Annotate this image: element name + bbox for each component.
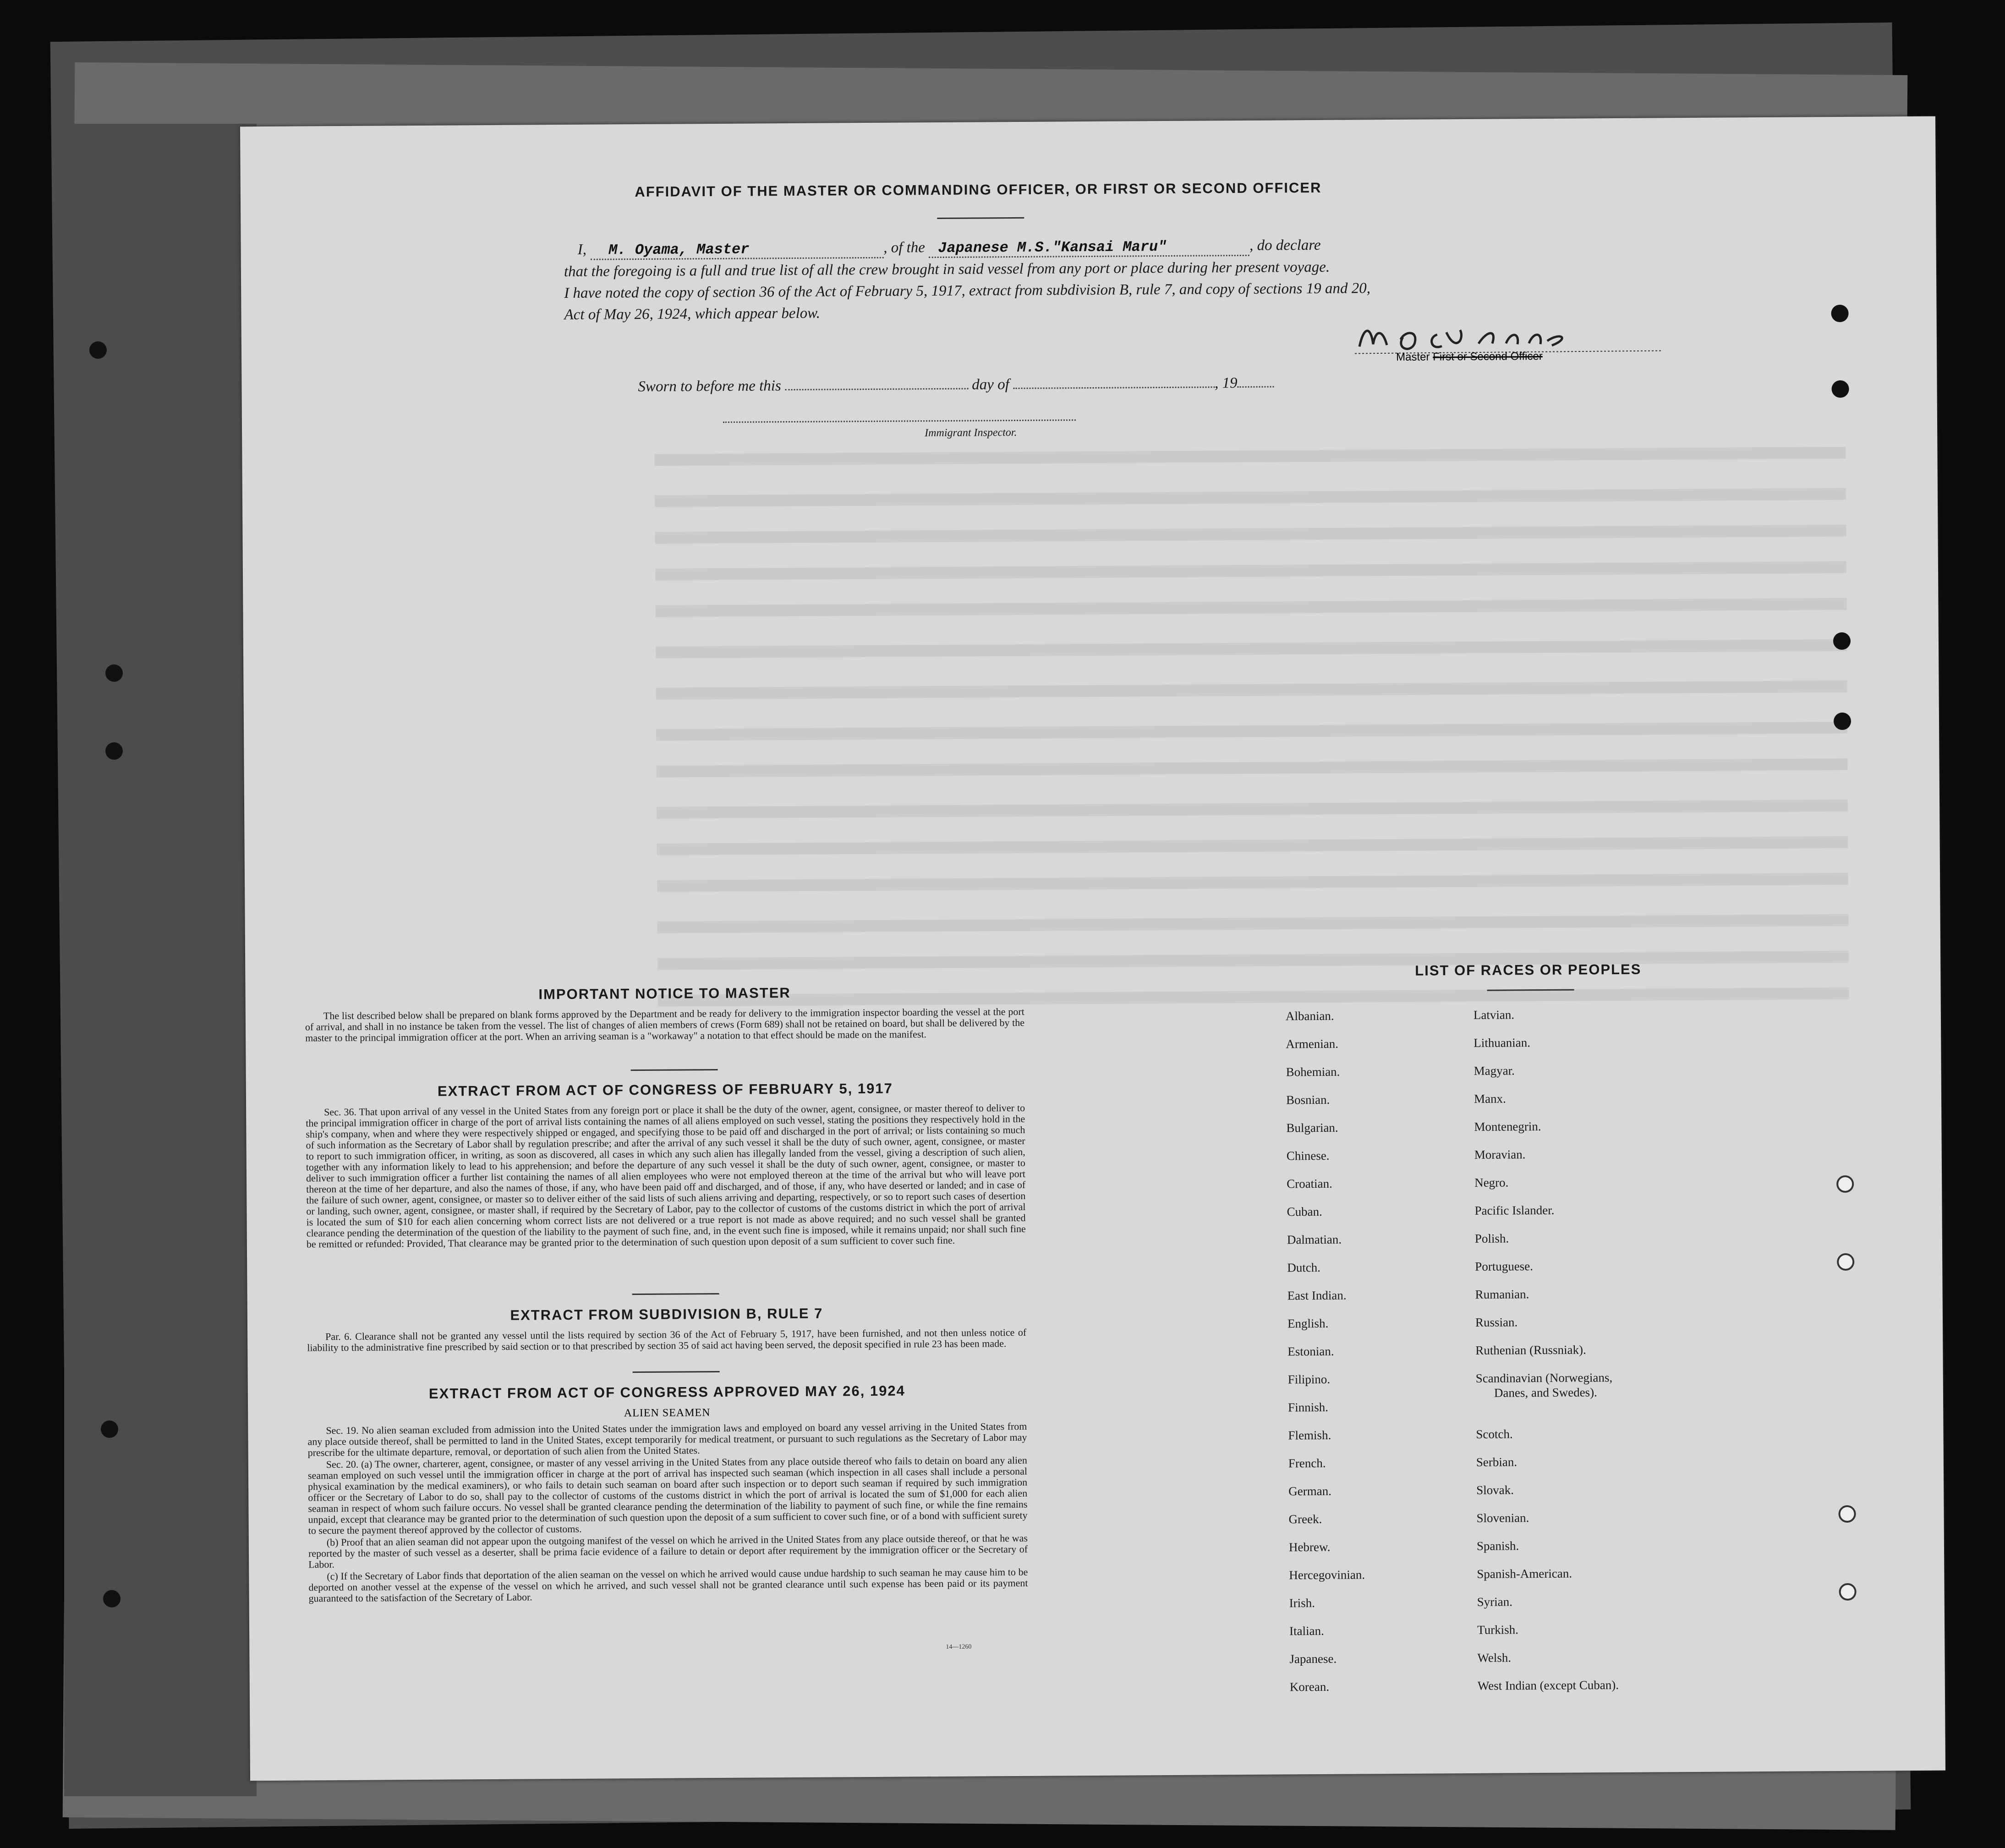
binder-hole xyxy=(103,1590,121,1607)
race-item: Scotch. xyxy=(1476,1427,1513,1441)
binder-hole xyxy=(1839,1583,1856,1601)
race-item: Moravian. xyxy=(1474,1147,1526,1162)
race-item: Portuguese. xyxy=(1475,1259,1534,1273)
race-item: French. xyxy=(1288,1456,1326,1470)
race-item: Flemish. xyxy=(1288,1428,1331,1442)
race-item: Armenian. xyxy=(1286,1036,1339,1051)
race-item: Latvian. xyxy=(1473,1008,1515,1022)
race-item: Slovenian. xyxy=(1476,1511,1529,1525)
race-item: Slovak. xyxy=(1476,1483,1514,1497)
affidavit-line2: that the foregoing is a full and true list of all the crew brought in said vessel from any port or place during her present voyage. xyxy=(564,258,1330,280)
race-item: Bohemian. xyxy=(1286,1064,1340,1079)
affidavit-line4: Act of May 26, 1924, which appear below. xyxy=(564,305,821,324)
sworn-line: Sworn to before me this day of , 19 xyxy=(638,373,1600,395)
extract-1917-title: EXTRACT FROM ACT OF CONGRESS OF FEBRUARY 5, 1917 xyxy=(437,1080,893,1099)
race-item: Bosnian. xyxy=(1286,1092,1330,1107)
race-item: Serbian. xyxy=(1476,1455,1517,1469)
race-item: Danes, and Swedes). xyxy=(1494,1385,1597,1400)
race-item: Negro. xyxy=(1474,1175,1509,1190)
races-title: LIST OF RACES OR PEOPLES xyxy=(1415,961,1642,979)
race-item: Finnish. xyxy=(1288,1400,1328,1415)
race-item: Welsh. xyxy=(1477,1651,1512,1665)
race-item: Hercegovinian. xyxy=(1289,1568,1365,1582)
binder-hole xyxy=(1831,305,1848,322)
race-item: Manx. xyxy=(1474,1091,1506,1106)
binder-hole xyxy=(1838,1505,1856,1523)
race-item: Turkish. xyxy=(1477,1623,1518,1637)
binder-hole xyxy=(105,664,123,682)
master-name: M. Oyama, Master xyxy=(608,241,750,259)
affidavit-line3: I have noted the copy of section 36 of the Act of February 5, 1917, extract from subdivision B, rule 7, and copy of sections 19 and 20, xyxy=(564,280,1371,302)
struck-title: First or Second Officer xyxy=(1433,350,1543,363)
notice-title: IMPORTANT NOTICE TO MASTER xyxy=(538,985,791,1003)
binder-hole xyxy=(89,341,107,359)
notice-text: The list described below shall be prepared on blank forms approved by the Department and be ready for delivery to the immigration inspector boarding the vessel at the port of arrival, and shall in no instance be taken from the vessel. The list of changes of alien members of crews (Form 689) shall not be retained on board, but shall be delivered by the master to the principal immigration officer at the port. When an arriving seaman is a "workaway" a notation to that effect should be made on the manifest. xyxy=(305,1005,1025,1044)
race-item: Dalmatian. xyxy=(1287,1232,1342,1247)
vessel-name: Japanese M.S."Kansai Maru" xyxy=(938,238,1167,257)
binder-hole xyxy=(1831,380,1849,398)
binder-hole xyxy=(1833,632,1851,650)
race-item: Syrian. xyxy=(1477,1595,1513,1609)
race-item: Polish. xyxy=(1474,1231,1509,1245)
race-item: Spanish-American. xyxy=(1477,1566,1572,1581)
binder-hole xyxy=(1834,713,1851,730)
race-item: Hebrew. xyxy=(1288,1540,1331,1554)
race-item: Lithuanian. xyxy=(1474,1036,1531,1050)
race-item: Japanese. xyxy=(1289,1651,1337,1666)
affidavit-line1: I, M. Oyama, Master , of the Japanese M.S."Kansai Maru" , do declare xyxy=(578,234,1787,260)
signature-caption: Master First or Second Officer xyxy=(1396,350,1543,363)
race-item: Greek. xyxy=(1288,1512,1322,1526)
binder-hole xyxy=(1837,1253,1854,1271)
binder-hole xyxy=(105,742,123,760)
extract-1924-text: Sec. 19. No alien seaman excluded from admission into the United States under the immigration laws and employed on board any vessel arriving in the United States from any place outside thereof, shall be permitted to land in the United States, except temporarily for medical treatment, or pursuant to such regulations as the Secretary of Labor may prescribe for the ultimate departure, removal, or deportation of such alien from the United States. Sec. 20. (a) The owner, charterer, agent, consignee, or master of any vessel arriving in the United States from any place outside thereof who fails to detain on board any alien seaman employed on such vessel until the immigration officer in charge at the port of arrival has inspected such seaman (which inspection in all cases shall include a personal physical examination by the medical examiners), or who fails to detain such seaman on board after such inspection or to deport such seaman if required by such immigration officer or the Secretary of Labor to do so, shall pay to the collector of customs of the customs district in which the port of arrival is located the sum of $1,000 for each alien seaman in respect of whom such failure occurs. No vessel shall be granted clearance pending the determination of the liability to payment of such fine, or while the fine remains unpaid, except that clearance may be granted prior to the determination of such question upon the deposit of a sum sufficient to cover such fine, or of a bond with sufficient surety to secure the payment thereof approved by the collector of customs. (b) Proof that an alien seaman did not appear upon the outgoing manifest of the vessel on which he arrived in the United States from any place outside thereof, or that he was reported by the master of such vessel as a deserter, shall be prima facie evidence of a failure to detain or deport after requirement by the immigration officer or the Secretary of Labor. (c) If the Secretary of Labor finds that deportation of the alien seaman on the vessel on which he arrived would cause undue hardship to such seaman he may cause him to be deported on another vessel at the expense of the vessel on which he arrived, and such vessel shall not be granted clearance until such expense has been paid or its payment guaranteed to the satisfaction of the Secretary of Labor. xyxy=(307,1420,1028,1604)
race-item: Spanish. xyxy=(1476,1539,1519,1553)
inspector-caption: Immigrant Inspector. xyxy=(925,426,1017,439)
binder-hole xyxy=(101,1420,118,1438)
race-item: Scandinavian (Norwegians, xyxy=(1475,1371,1613,1385)
race-item: Russian. xyxy=(1475,1315,1518,1329)
race-item: Ruthenian (Russniak). xyxy=(1475,1343,1586,1357)
extract-1924-subtitle: ALIEN SEAMEN xyxy=(624,1407,711,1420)
races-left-column xyxy=(1286,1008,1473,1696)
race-item: Filipino. xyxy=(1287,1372,1331,1387)
race-item: Albanian. xyxy=(1285,1009,1334,1023)
race-item: East Indian. xyxy=(1287,1288,1347,1303)
subdivision-b-text: Par. 6. Clearance shall not be granted any vessel until the lists required by section 36 of the Act of February 5, 1917, have been furnished, and not then unless notice of liability to the administrative fine prescribed by said section or to that prescribed by section 35 of said act having been served, the deposit specified in rule 23 has been made. xyxy=(307,1326,1027,1354)
race-item: Croatian. xyxy=(1287,1176,1332,1191)
race-item: Korean. xyxy=(1289,1679,1330,1694)
extract-1924-title: EXTRACT FROM ACT OF CONGRESS APPROVED MAY 26, 1924 xyxy=(428,1382,905,1402)
race-item: Italian. xyxy=(1289,1623,1324,1638)
races-right-column xyxy=(1474,1007,1734,1695)
race-item: Chinese. xyxy=(1286,1148,1330,1163)
race-item: Montenegrin. xyxy=(1474,1119,1541,1134)
race-item: Magyar. xyxy=(1474,1064,1515,1078)
race-item: Dutch. xyxy=(1287,1260,1321,1275)
race-item: Rumanian. xyxy=(1475,1287,1529,1301)
background-sheet-edge xyxy=(64,124,257,1796)
race-item: Cuban. xyxy=(1287,1204,1322,1219)
race-item: Irish. xyxy=(1289,1596,1315,1610)
extract-1917-text: Sec. 36. That upon arrival of any vessel in the United States from any foreign port or place it shall be the duty of the owner, agent, consignee, or master thereof to deliver to the principal immigration officer in charge of the port of arrival lists containing the names of all aliens employed on such vessel, stating the positions they respectively hold in the ship's company, when and where they were respectively shipped or engaged, and specifying those to be paid off and discharged in the port of arrival; or lists containing so much of such information as the Secretary of Labor shall by regulation prescribe; and after the arrival of any such vessel it shall be the duty of such owner, agent, consignee, or master to report to such immigration officer, in writing, as soon as discovered, all cases in which any such alien has illegally landed from the vessel, giving a description of such alien, together with any information likely to lead to his apprehension; and before the departure of any such vessel it shall be the duty of such owner, agent, consignee, or master to deliver to such immigration officer a further list containing the names of all alien employees who were not employed thereon at the time of the arrival but who will leave port thereon at the time of her departure, and also the names of those, if any, who have been paid off and discharged, and of those, if any, who have deserted or landed; and in case of the failure of such owner, agent, consignee, or master so to deliver either of the said lists of such aliens arriving and departing, respectively, or so to report such cases of desertion or landing, such owner, agent, consignee, or master shall, if required by the Secretary of Labor, pay to the collector of customs of the customs district in which the port of arrival is located the sum of $10 for each alien concerning whom correct lists are not delivered or a true report is not made as above required; and no such vessel shall be granted clearance pending the determination of the question of the liability to the payment of such fine, and, in the event such fine is imposed, while it remains unpaid; nor shall such fine be remitted or refunded: Provided, That clearance may be granted prior to the determination of such question upon deposit of a sum sufficient to cover such fine. xyxy=(306,1102,1026,1250)
race-item: Estonian. xyxy=(1287,1344,1334,1359)
race-item: Bulgarian. xyxy=(1286,1120,1338,1135)
race-item: West Indian (except Cuban). xyxy=(1477,1678,1619,1693)
binder-hole xyxy=(1836,1175,1854,1193)
affidavit-title: AFFIDAVIT OF THE MASTER OR COMMANDING OFFICER, OR FIRST OR SECOND OFFICER xyxy=(635,179,1322,200)
affidavit-page xyxy=(240,116,1945,1781)
race-item: Pacific Islander. xyxy=(1474,1203,1555,1217)
subdivision-b-title: EXTRACT FROM SUBDIVISION B, RULE 7 xyxy=(510,1305,823,1323)
race-item: English. xyxy=(1287,1316,1329,1331)
form-number: 14—1260 xyxy=(946,1643,972,1651)
race-item: German. xyxy=(1288,1484,1332,1498)
